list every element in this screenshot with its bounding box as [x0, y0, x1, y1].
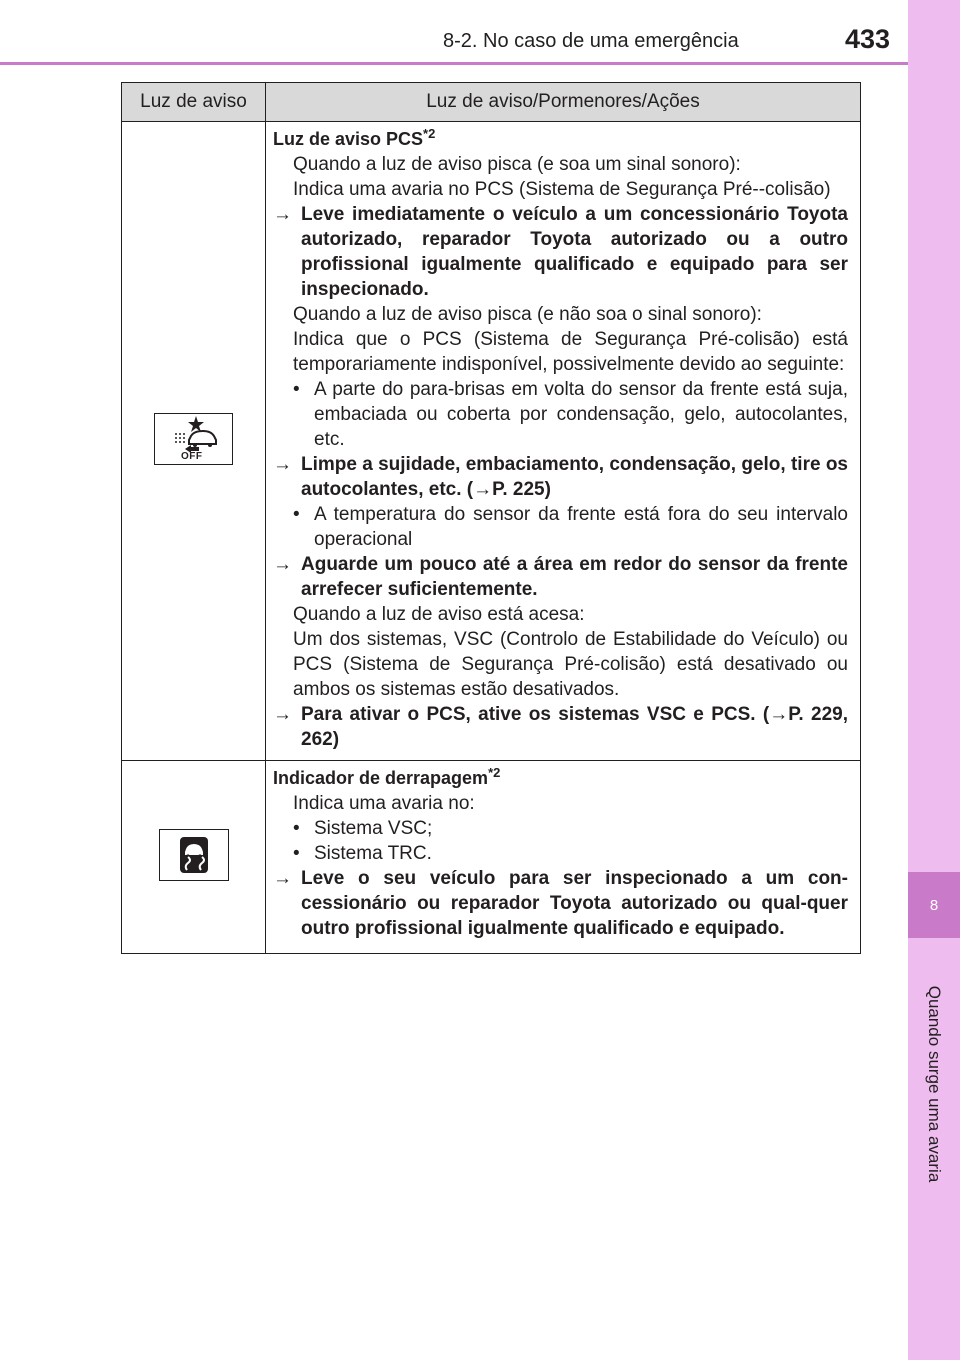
bullet-item	[293, 377, 848, 452]
pcs-off-label: OFF	[181, 451, 203, 462]
arrow-icon: →	[273, 704, 292, 725]
chapter-title: Quando surge uma avaria	[925, 985, 944, 1183]
row-title	[273, 127, 848, 152]
bullet-icon: •	[293, 843, 300, 864]
details-cell	[266, 122, 861, 761]
action-item	[273, 702, 848, 752]
footnote-marker: *2	[488, 765, 501, 780]
arrow-icon: →	[273, 554, 292, 575]
bullet-item	[293, 841, 848, 866]
action-item	[273, 866, 848, 941]
table-row	[122, 122, 861, 761]
row-title	[273, 766, 848, 791]
detail-text: Indica uma avaria no PCS (Sistema de Segurança Pré--colisão)	[293, 179, 831, 200]
bullet-text: Sistema TRC.	[314, 843, 432, 864]
detail-text: Um dos sistemas, VSC (Controlo de Estabilidade do Veículo) ou PCS (Sistema de Segurança Pré-colisão) está desativado ou ambos os sistemas estão desativados.	[293, 629, 848, 700]
detail-text: Quando a luz de aviso pisca (e não soa o sinal sonoro):	[293, 304, 762, 325]
icon-cell	[122, 122, 266, 761]
pcs-off-warning-icon	[154, 413, 233, 465]
bullet-text: A parte do para-brisas em volta do sensor da frente está suja, embaciada ou coberta por condensação, gelo, autocolantes, etc.	[314, 379, 848, 450]
bullet-text: Sistema VSC;	[314, 818, 433, 839]
action-text: Aguarde um pouco até a área em redor do sensor da frente arrefecer suficientemente.	[301, 554, 848, 600]
action-item	[273, 552, 848, 602]
header-rule	[0, 62, 908, 65]
table-header-row	[122, 83, 861, 122]
icon-cell	[122, 761, 266, 954]
row-title-text: Indicador de derrapagem	[273, 768, 489, 788]
column-header: Luz de aviso	[122, 83, 266, 122]
chapter-number: 8	[908, 872, 960, 938]
details-cell	[266, 761, 861, 954]
warning-lights-table	[121, 82, 861, 954]
slip-symbol	[160, 830, 228, 880]
bullet-item	[293, 816, 848, 841]
action-text: Leve imediatamente o veículo a um concessionário Toyota autorizado, reparador Toyota autorizado ou a outro profissional igualmente qualificado e equipado para ser inspecionado.	[301, 204, 848, 300]
detail-text: Indica uma avaria no:	[293, 793, 475, 814]
arrow-icon: →	[273, 868, 292, 889]
detail-text: Indica que o PCS (Sistema de Segurança Pré-colisão) está temporariamente indisponível, possivelmente devido ao seguinte:	[293, 329, 848, 375]
detail-text: Quando a luz de aviso pisca (e soa um sinal sonoro):	[293, 154, 741, 175]
arrow-icon: →	[273, 204, 292, 225]
bullet-icon: •	[293, 379, 300, 400]
section-title: 8-2. No caso de uma emergência	[443, 30, 739, 52]
action-item	[273, 202, 848, 302]
bullet-icon: •	[293, 504, 300, 525]
detail-text: Quando a luz de aviso está acesa:	[293, 604, 585, 625]
table-row	[122, 761, 861, 954]
page-number: 433	[845, 24, 891, 54]
row-title-text: Luz de aviso PCS	[273, 129, 424, 149]
action-text: Leve o seu veículo para ser inspecionado a um con-cessionário ou reparador Toyota autorizado ou qual-quer outro profissional igualmente qualificado e equipado.	[301, 868, 848, 939]
bullet-text: A temperatura do sensor da frente está fora do seu intervalo operacional	[314, 504, 848, 550]
bullet-item	[293, 502, 848, 552]
bullet-icon: •	[293, 818, 300, 839]
action-text: Para ativar o PCS, ative os sistemas VSC e PCS. (→P. 229, 262)	[301, 704, 848, 750]
footnote-marker: *2	[423, 126, 436, 141]
arrow-icon: →	[273, 454, 292, 475]
action-text: Limpe a sujidade, embaciamento, condensação, gelo, tire os autocolantes, etc. (→P. 225)	[301, 454, 848, 500]
action-item	[273, 452, 848, 502]
slip-indicator-icon	[159, 829, 229, 881]
column-header: Luz de aviso/Pormenores/Ações	[266, 83, 861, 122]
